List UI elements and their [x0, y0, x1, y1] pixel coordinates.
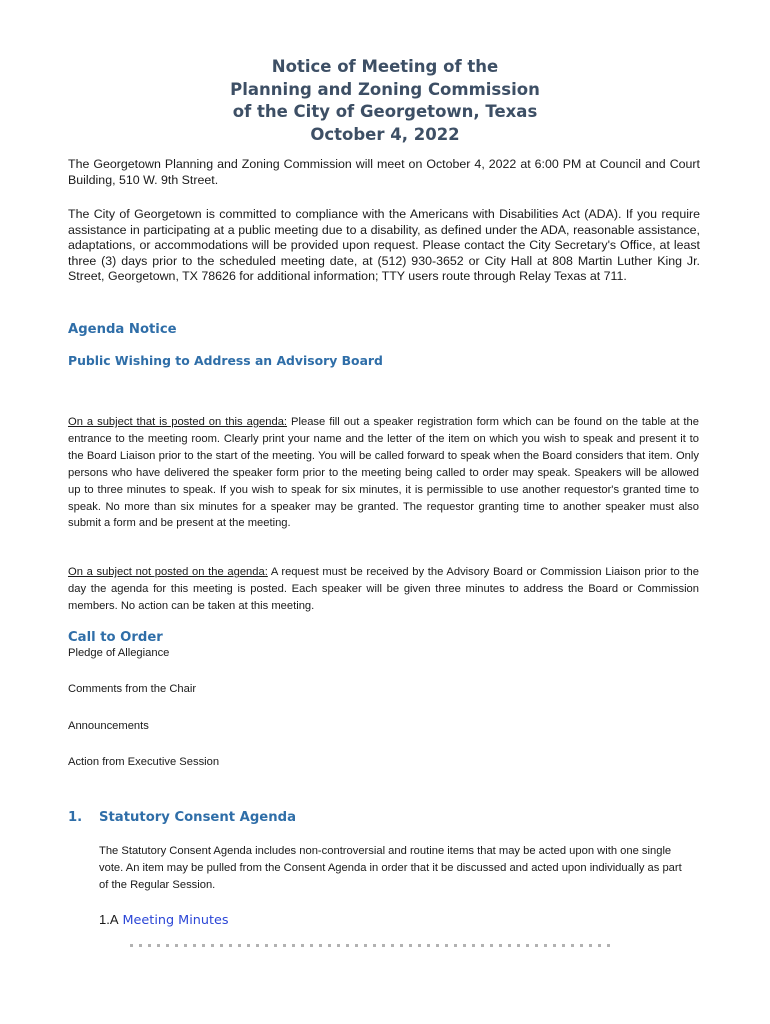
- title-line-3: of the City of Georgetown, Texas: [232, 102, 538, 121]
- agenda-item-executive-session: Action from Executive Session: [68, 756, 220, 768]
- posted-subject-paragraph: [68, 414, 699, 532]
- agenda-item-announcements: Announcements: [68, 720, 149, 732]
- title-line-2: Planning and Zoning Commission: [230, 79, 540, 99]
- subsection-1a: [99, 912, 229, 928]
- page-cutoff-text-fragment: [130, 944, 610, 947]
- ada-paragraph: The City of Georgetown is committed to compliance with the Americans with Disabilities Act (ADA). If you require assistance in participating at a public meeting due to a disability, as defined under the ADA, reasonable assistance, adaptations, or accommodations will be provided upon request. Please contact the City Secretary's Office, at least three (3) days prior to the scheduled meeting date, at (512) 930-3652 or City Hall at 808 Martin Luther King Jr. Street, Georgetown, TX 78626 for additional information; TTY users route through Relay Texas at 711.: [68, 207, 700, 284]
- intro-paragraph: The Georgetown Planning and Zoning Commission will meet on October 4, 2022 at 6:00 PM at Council and Court Building, 510 W. 9th Street.: [68, 157, 700, 187]
- document-title: [0, 56, 770, 146]
- section-1-title: Statutory Consent Agenda: [99, 810, 296, 825]
- section-1-number: 1.: [68, 810, 83, 825]
- meeting-minutes-link[interactable]: Meeting Minutes: [122, 913, 229, 928]
- posted-subject-text: Please fill out a speaker registration form which can be found on the table at the entrance to the meeting room. Clearly print your name and the letter of the item on which you wish to speak and present it to the Board Liaison prior to the start of the meeting. You will be called forward to speak when the Board considers that item. Only persons who have delivered the speaker form prior to the meeting being called to order may speak. Speakers will be allowed up to three minutes to speak. If you wish to speak for six minutes, it is permissible to use another requestor's granted time to speak. No more than six minutes for a speaker may be granted. The requestor granting time to another speaker must also submit a form and be present at the meeting.: [68, 416, 699, 530]
- consent-agenda-paragraph: The Statutory Consent Agenda includes non-controversial and routine items that may be acted upon with one single vote. An item may be pulled from the Consent Agenda in order that it be discussed and acted upon individually as part of the Regular Session.: [99, 845, 682, 891]
- agenda-item-pledge: Pledge of Allegiance: [68, 647, 170, 659]
- not-posted-subject-paragraph: [68, 564, 699, 615]
- posted-subject-label: On a subject that is posted on this agenda:: [68, 416, 288, 428]
- public-address-heading: Public Wishing to Address an Advisory Board: [68, 353, 383, 368]
- title-line-4: October 4, 2022: [310, 124, 460, 144]
- agenda-notice-heading: Agenda Notice: [68, 322, 177, 337]
- call-to-order-heading: Call to Order: [68, 630, 163, 645]
- not-posted-subject-text: A request must be received by the Advisory Board or Commission Liaison prior to the day the agenda for this meeting is posted. Each speaker will be given three minutes to address the Board or Commission members. No action can be taken at this meeting.: [68, 566, 699, 612]
- subsection-1a-number: 1.A: [99, 912, 119, 927]
- agenda-item-comments: Comments from the Chair: [68, 683, 197, 695]
- not-posted-subject-label: On a subject not posted on the agenda:: [68, 566, 268, 578]
- title-line-1: Notice of Meeting of the: [271, 57, 499, 76]
